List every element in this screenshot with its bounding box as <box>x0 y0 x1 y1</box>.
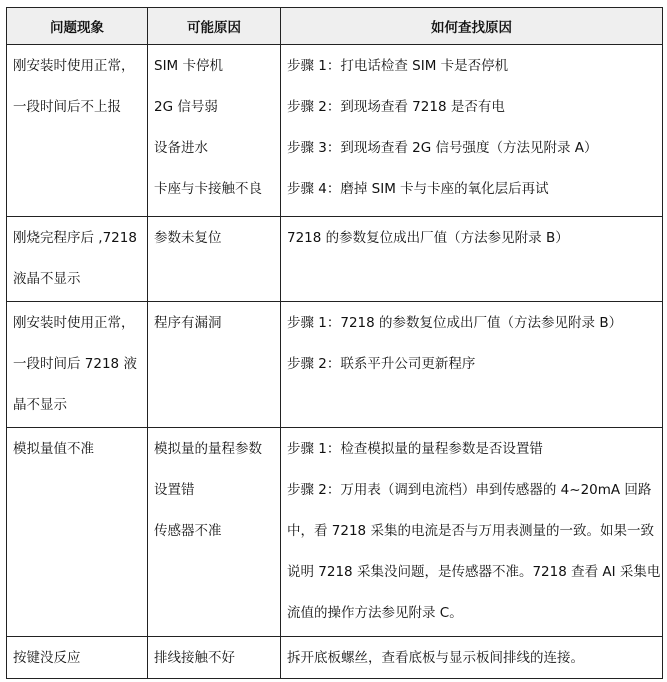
phenomenon-line: 模拟量值不准 <box>13 441 94 457</box>
table-row <box>7 45 663 217</box>
phenomenon-line: 刚安装时使用正常， <box>13 58 135 74</box>
method-line: 步骤 2：到现场查看 7218 是否有电 <box>287 99 505 115</box>
method-line: 步骤 4：磨掉 SIM 卡与卡座的氧化层后再试 <box>287 181 549 197</box>
table-row <box>7 428 663 637</box>
method-line: 流值的操作方法参见附录 C。 <box>287 605 463 621</box>
phenomenon-cell <box>7 302 148 428</box>
cause-cell <box>148 302 281 428</box>
cause-line: 排线接触不好 <box>154 650 235 666</box>
method-cell <box>281 302 663 428</box>
cause-cell <box>148 217 281 302</box>
header-row <box>7 8 663 45</box>
phenomenon-cell <box>7 637 148 679</box>
method-cell <box>281 45 663 217</box>
cause-line: 卡座与卡接触不良 <box>154 181 262 197</box>
method-line: 步骤 2：万用表（调到电流档）串到传感器的 4~20mA 回路 <box>287 482 652 498</box>
phenomenon-line: 液晶不显示 <box>13 271 81 287</box>
method-line: 步骤 1：打电话检查 SIM 卡是否停机 <box>287 58 509 74</box>
header-cause: 可能原因 <box>148 8 281 45</box>
method-cell <box>281 637 663 679</box>
header-phenomenon: 问题现象 <box>7 8 148 45</box>
method-line: 拆开底板螺丝，查看底板与显示板间排线的连接。 <box>287 650 584 666</box>
method-line: 步骤 3：到现场查看 2G 信号强度（方法见附录 A） <box>287 140 598 156</box>
method-line: 说明 7218 采集没问题，是传感器不准。7218 查看 AI 采集电 <box>287 564 661 580</box>
phenomenon-line: 一段时间后 7218 液 <box>13 356 137 372</box>
phenomenon-line: 晶不显示 <box>13 397 67 413</box>
cause-line: 传感器不准 <box>154 523 222 539</box>
cause-line: 程序有漏洞 <box>154 315 222 331</box>
header-method: 如何查找原因 <box>281 8 663 45</box>
cause-line: 设置错 <box>154 482 195 498</box>
method-cell <box>281 428 663 637</box>
phenomenon-cell <box>7 428 148 637</box>
cause-cell <box>148 428 281 637</box>
cause-line: SIM 卡停机 <box>154 58 223 74</box>
cause-cell <box>148 45 281 217</box>
phenomenon-line: 按键没反应 <box>13 650 81 666</box>
method-line: 步骤 1：检查模拟量的量程参数是否设置错 <box>287 441 543 457</box>
phenomenon-line: 刚安装时使用正常， <box>13 315 135 331</box>
method-line: 步骤 1：7218 的参数复位成出厂值（方法参见附录 B） <box>287 315 623 331</box>
cause-line: 2G 信号弱 <box>154 99 218 115</box>
method-line: 7218 的参数复位成出厂值（方法参见附录 B） <box>287 230 569 246</box>
cause-cell <box>148 637 281 679</box>
cause-line: 模拟量的量程参数 <box>154 441 262 457</box>
table-row <box>7 302 663 428</box>
cause-line: 参数未复位 <box>154 230 222 246</box>
troubleshooting-table <box>6 7 663 679</box>
method-line: 中，看 7218 采集的电流是否与万用表测量的一致。如果一致 <box>287 523 654 539</box>
method-line: 步骤 2：联系平升公司更新程序 <box>287 356 476 372</box>
phenomenon-cell <box>7 217 148 302</box>
phenomenon-line: 刚烧完程序后 ,7218 <box>13 230 137 246</box>
cause-line: 设备进水 <box>154 140 208 156</box>
table-row <box>7 637 663 679</box>
method-cell <box>281 217 663 302</box>
table-row <box>7 217 663 302</box>
phenomenon-line: 一段时间后不上报 <box>13 99 121 115</box>
phenomenon-cell <box>7 45 148 217</box>
